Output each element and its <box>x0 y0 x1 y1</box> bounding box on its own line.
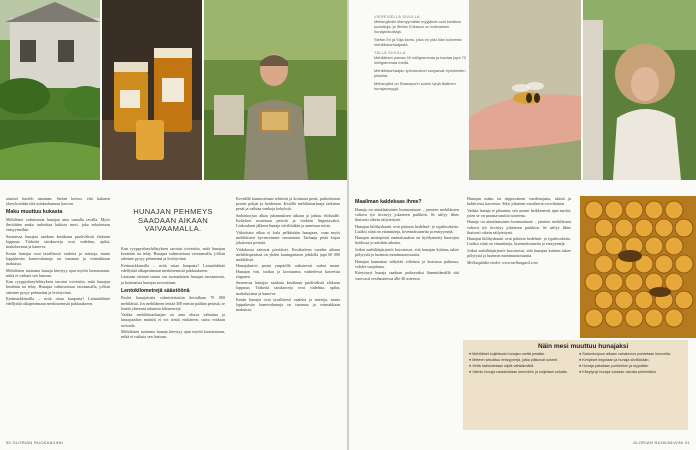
right-column-1: Maailman kaldeksas ihme? Hunaja on ainutlaatuinen luonnontuote – pienten mehiläisten valtava työ tiivistyy jokaiseen purkkiin. Se säilyy lähes ikuisesti oikein säilytettynä. Hunajan hiilihydraatit ovat pääosin hedelmä- ja rypälesokeria. Lisäksi siinä on vitamiineja, kivennäisaineita ja entsyymejä. Hunajan antiseptisiä ominaisuuksia on hyödynnetty haavojen hoidossa jo antiikin aikoina. Jotkut mehiläisjärjestöt korostavat, että hunajan kulutus tukee pölytystä ja luonnon monimuotoisuutta. Hunajaa kannattaa säilyttää viileässä ja kuivassa paikassa, valolta suojattuna. Kiteytynyt hunaja saadaan juoksevaksi lämmittämällä sitä varovasti vesihauteessa alle 40 asteessa. <box>355 199 459 281</box>
honey-process-box <box>463 340 688 430</box>
photo-credit: Mellangårdin tiedot: www.mellangard.com <box>467 259 538 265</box>
photo-captions: VIEREISELLÄ SIVULLA Mellangårdin tilamyymälän myyjäiset ovat kesäisin suosittuja, ja Stefan Eriksson on kotimainen hunajantuottaja. Stefan Eri ja Silja kiorto, joka on yksi tilan kolmesta mehiläistarhaajasta. TÄLLÄ SIVULLA Mehiläinen painaa 90 milligrammaa ja kantaa jopa 70 milligrammaa mettä. Mehiläistarhaajan työvarusteet suojaavat hyönteisten pistoilta. Mellangård on Raaseporin suurin tyhjä tilallinen hunajanmyyjä. <box>374 14 466 91</box>
list-item: ● Mehiläiset kuljettavat hunajan mettä pesään. <box>469 352 546 356</box>
box-list-left <box>469 352 573 376</box>
heading-flight: Lentokilometrejä säästöönä <box>121 287 190 294</box>
beekeeper-woman-photo <box>583 0 696 180</box>
left-page <box>0 0 347 450</box>
list-item: ● Kehykset lingotaan ja hunaja siivilöidään. <box>579 358 650 363</box>
list-item: ● Meteen sekoittuu entsyymejä, jotka pilkkovat sokerit. <box>469 358 559 363</box>
honeycomb-photo <box>580 196 696 338</box>
left-column-1: asiaiset huoleh tanutaan. Stefan kertoo, että kakaren yhteyksistään että asiakaskunnan kasvun. Maku muuttuu kukasta Mehiläiset valmistavat hunajaa aina samalla tavalla. Myös ilmiöiden maku tarkoittaa kukista mesi, joka sekoitetaan entsyymeihin. Suomessa hunajaa saadaan kesäkuun puolivälistä elokuun loppuun. Tärkeitä satokasveja ovat vadelma, apilat, maitohorsma ja kanerva. Kesän hunajat ovat tavallisesti vaaleita ja mietoja, mutta loppukesän kanervahunaja on tummaa ja voimakkaan makuista. Mehiläisen tuottama hunaja kiteytyy ajan myötä luonnostaan, mikä ei vaikuta sen laatuun. Kun ryyppyalueyhdistyksen tarrotut toiveisiin, mitä hunajan kerätään tai tehty. Hunajaa valmistetaan vaivaamalla, jolloin rakenne pysyy pehmeänä ja levittyvänä. Kerimarkkinoilla – mitä ostaa kaupasta? Lainsäädäntö edellyttää alkuperämaan merkitsemistä pakkaukseen. <box>6 196 110 307</box>
pull-quote: HUNAJAN PEHMEYS SAADAAN AIKAAN VAIVAAMALLA. <box>133 207 213 234</box>
intro-text: asiaiset huoleh tanutaan. Stefan kertoo, että kakaren yhteyksistään että asiakaskunnan kasvun. <box>6 196 110 207</box>
left-column-2: HUNAJAN PEHMEYS SAADAAN AIKAAN VAIVAAMALLA. Kun ryyppyalueyhdistyksen tarrotut toiveisiin, mitä hunajan kerätään tai tehty. Hunajaa valmistetaan vaivaamalla, jolloin rakenne pysyy pehmeänä ja levittyvänä. Kerimarkkinoilla – mitä ostaa kaupasta? Lainsäädäntö edellyttää alkuperämaan merkitsemistä pakkaukseen. Lauttaan otetaan suurta osa suomalaisen hunajan tuotannosta, ja kotimaista hunajaa arvostetaan. Lentokilometrejä säästöönä Puolet hunajaisista valmistettaisiin kerrallaan 70 000 mehiläistä. Jos mehiläinen lentää 300 metrin päähän pesästä, se lentää yhteensä tuhansia kilometrejä. Vaikka mehiläistarhaajan on aina oltava valmiina ja hunajasadon määrää ei voi tietää etukäteen, satoa voidaan arvioida. Mehiläisen tuottama hunaja kiteytyy ajan myötä luonnostaan, mikä ei vaikuta sen laatuun. <box>121 207 225 340</box>
list-item: ● Valmis hunaja varastoidaan kennoihin ja suljetaan vahalla. <box>469 370 568 375</box>
left-column-3: Keväällä kunnostetaan tehtävät ja kotimaat pesät, paikoitetaan pesien pohjat ja hoidetaan. Kesällä mehiläistarhaaja tarkistaa pesät ja vaihtaa vanhoja kehyksiä. Sadonkorjuu alkaa juhannuksen aikaan ja jatkuu elokuulle. Kehykset nostetaan pesistä ja viedään lingottavaksi. Linkouksen jälkeen hunaja siivilöidään ja annetaan seistä. Viikoittain aikaa ei kulu pelkästään hunajaan, vaan myös mehiläisten hyvinvoinnin seurantaan. Tarhaaja pitää kirjaa jokaisesta pesästä. Viidakossa sattuvat pörriäiset. Kevättalven vuoden aikana mehiläispesässä on yhden kuningattaren johdolla jopa 60 000 mehiläistä. Hunajakasvit pesän ympärillä ratkaisevat sadon maun. Hunajan väri, tuoksu ja koostumus vaihtelevat kasveista riippuen. Suomessa hunajaa saadaan kesäkuun puolivälistä elokuun loppuun. Tärkeitä satokasveja ovat vadelma, apilat, maitohorsma ja kanerva. Kesän hunajat ovat tavallisesti vaaleita ja mietoja, mutta loppukesän kanervahunaja on tummaa ja voimakkaan makuista. <box>236 196 340 313</box>
beekeeper-portrait-photo <box>204 0 347 180</box>
list-item: ● Vettä haihdutetaan siipiä väristämällä. <box>469 364 535 369</box>
list-item: ● Kiteytynyt hunaja voidaan vaivata pehmeäksi. <box>579 370 657 375</box>
list-item: ● Sadonkorjuun aikaan vahakerros poistetaan kennoilta. <box>579 352 672 356</box>
box-list-right <box>579 352 683 376</box>
page-number-left: 90 GLORIAN RUOKA&VIINI <box>6 440 64 445</box>
honey-jars-photo <box>102 0 202 180</box>
list-item: ● Hunaja pakataan purkkeihin ja myydään. <box>579 364 649 369</box>
bee-on-finger-photo <box>469 0 581 180</box>
garden-house-photo <box>0 0 100 180</box>
heading-wonder: Maailman kaldeksas ihme? <box>355 199 422 205</box>
page-number-right: GLORIAN RUOKA&VIINI 91 <box>632 440 690 445</box>
heading-taste: Maku muuttuu kukasta <box>6 209 63 216</box>
box-title: Näin mesi muuttuu hunajaksi <box>538 343 629 350</box>
right-column-2: Hunajan maku on riippuvainen vuodenajasta, säästä ja kukkivista kasveista. Siksi jokainen vuosikerta on erilainen. Vaikka hunaja ei pilaannu, sen aromit heikkenevät ajan myötä, joten se on parasta nauttia tuoreena. Hunaja on ainutlaatuinen luonnontuote – pienten mehiläisten valtava työ tiivistyy jokaiseen purkkiin. Se säilyy lähes ikuisesti oikein säilytettynä. Hunajan hiilihydraatit ovat pääosin hedelmä- ja rypälesokeria. Lisäksi siinä on vitamiineja, kivennäisaineita ja entsyymejä. Jotkut mehiläisjärjestöt korostavat, että hunajan kulutus tukee pölytystä ja luonnon monimuotoisuutta. Mellangårdin tiedot: www.mellangard.com <box>467 196 571 265</box>
